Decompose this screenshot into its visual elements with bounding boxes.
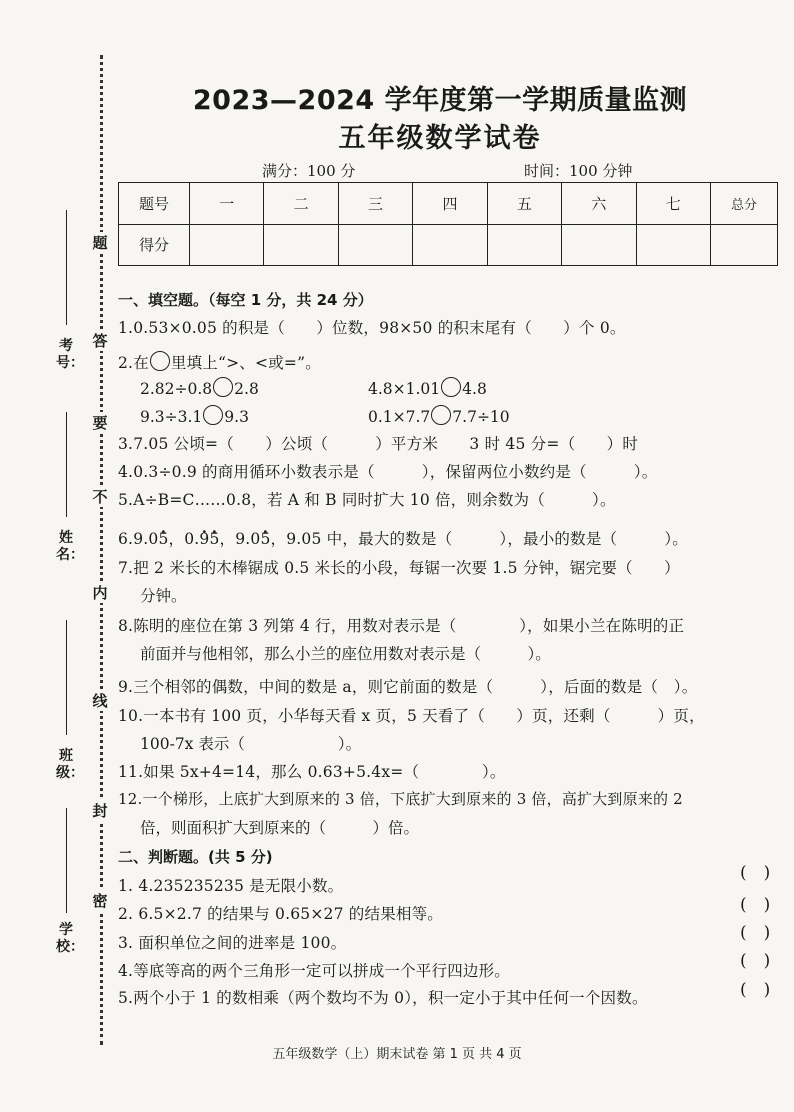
question-3: 3.7.05 公顷=（ ）公顷（ ）平方米 3 时 45 分=（ ）时 <box>118 435 639 453</box>
seal-word: 答 <box>88 330 112 351</box>
answer-paren[interactable]: ( ) <box>740 895 771 915</box>
page-footer: 五年级数学（上）期末试卷 第 1 页 共 4 页 <box>272 1047 522 1062</box>
compare-left: 9.3÷3.1 <box>140 408 203 426</box>
seal-word: 内 <box>88 582 112 603</box>
score-input-cell[interactable] <box>413 224 487 266</box>
compare-item <box>140 405 249 426</box>
question-10: 10.一本书有 100 页，小华每天看 x 页，5 天看了（ ）页，还剩（ ）页， <box>118 707 705 725</box>
compare-right: 9.3 <box>224 408 249 426</box>
score-input-cell[interactable] <box>264 224 338 266</box>
answer-paren[interactable]: ( ) <box>740 980 771 1000</box>
question-6 <box>118 527 688 549</box>
seal-word: 封 <box>88 800 112 821</box>
school-label: 学校： <box>56 922 84 955</box>
compare-left: 2.82÷0.8 <box>140 380 213 398</box>
question-9: 9.三个相邻的偶数，中间的数是 a，则它前面的数是（ ），后面的数是（ ）。 <box>118 678 698 696</box>
question-12-cont: 倍，则面积扩大到原来的（ ）倍。 <box>140 819 420 837</box>
table-cell: 题号 <box>119 183 190 225</box>
question-7-cont: 分钟。 <box>140 587 187 605</box>
repeating-digit: 5 . <box>260 530 270 548</box>
school-line <box>66 808 67 913</box>
judge-item: 2. 6.5×2.7 的结果与 0.65×27 的结果相等。 <box>118 905 444 923</box>
compare-right: 7.7÷10 <box>452 408 510 426</box>
score-table <box>118 182 778 266</box>
score-input-cell[interactable] <box>338 224 412 266</box>
table-cell: 得分 <box>119 224 190 266</box>
question-6-text: ，9.0 <box>219 530 261 548</box>
question-8-cont: 前面并与他相邻，那么小兰的座位用数对表示是（ ）。 <box>140 645 551 663</box>
table-cell: 五 <box>487 183 561 225</box>
score-input-cell[interactable] <box>487 224 561 266</box>
compare-left: 4.8×1.01 <box>368 380 441 398</box>
question-6-text: ，9.05 中，最大的数是（ ），最小的数是（ ）。 <box>270 530 688 548</box>
seal-word: 要 <box>88 412 112 433</box>
circle-icon[interactable] <box>431 405 451 425</box>
question-6-text: ，0. <box>168 530 200 548</box>
seal-word: 题 <box>88 232 112 253</box>
judge-item: 3. 面积单位之间的进率是 100。 <box>118 934 347 952</box>
compare-item <box>140 377 259 398</box>
compare-item <box>368 405 510 426</box>
judge-item: 5.两个小于 1 的数相乘（两个数均不为 0），积一定小于其中任何一个因数。 <box>118 989 648 1007</box>
table-cell: 三 <box>338 183 412 225</box>
exam-number-line <box>66 210 67 325</box>
table-cell: 二 <box>264 183 338 225</box>
question-2 <box>118 351 321 373</box>
question-10-cont: 100-7x 表示（ ）。 <box>140 735 362 753</box>
name-label: 姓名： <box>56 530 84 563</box>
circle-icon <box>150 351 170 371</box>
question-7: 7.把 2 米长的木棒锯成 0.5 米长的小段，每锯一次要 1.5 分钟，锯完要（ ） <box>118 559 680 577</box>
table-cell: 一 <box>190 183 264 225</box>
answer-paren[interactable]: ( ) <box>740 923 771 943</box>
question-12: 12.一个梯形，上底扩大到原来的 3 倍，下底扩大到原来的 3 倍，高扩大到原来的 2 <box>118 790 683 808</box>
section-heading: 二、判断题。(共 5 分) <box>118 848 273 866</box>
answer-paren[interactable]: ( ) <box>740 863 771 883</box>
exam-time: 时间：100 分钟 <box>524 162 633 180</box>
score-table-score-row <box>119 224 778 266</box>
exam-title: 2023—2024 学年度第一学期质量监测 <box>192 85 688 116</box>
seal-word: 密 <box>88 890 112 911</box>
score-input-cell[interactable] <box>190 224 264 266</box>
score-input-cell[interactable] <box>562 224 636 266</box>
compare-item <box>368 377 487 398</box>
compare-right: 2.8 <box>234 380 259 398</box>
seal-word: 线 <box>88 690 112 711</box>
question-2-text-b: 里填上“>、<或=”。 <box>170 354 321 372</box>
compare-left: 0.1×7.7 <box>368 408 431 426</box>
question-6-text: 6.9.0 <box>118 530 159 548</box>
exam-number-label: 考号： <box>56 338 84 371</box>
score-table-header-row <box>119 183 778 225</box>
class-label: 班级： <box>56 748 84 781</box>
question-1: 1.0.53×0.05 的积是（ ）位数，98×50 的积末尾有（ ）个 0。 <box>118 319 626 337</box>
table-cell: 七 <box>636 183 710 225</box>
repeating-digit: 5 . <box>209 530 219 548</box>
seal-word: 不 <box>88 486 112 507</box>
circle-icon[interactable] <box>441 377 461 397</box>
question-11: 11.如果 5x+4=14，那么 0.63+5.4x=（ ）。 <box>118 763 506 781</box>
question-2-text-a: 2.在 <box>118 354 149 372</box>
repeating-digit: 5 . <box>158 530 168 548</box>
name-line <box>66 412 67 517</box>
circle-icon[interactable] <box>213 377 233 397</box>
score-input-cell[interactable] <box>636 224 710 266</box>
full-score: 满分：100 分 <box>262 162 356 180</box>
table-cell: 六 <box>562 183 636 225</box>
score-input-cell[interactable] <box>711 224 778 266</box>
question-8: 8.陈明的座位在第 3 列第 4 行，用数对表示是（ ），如果小兰在陈明的正 <box>118 617 685 635</box>
judge-item: 4.等底等高的两个三角形一定可以拼成一个平行四边形。 <box>118 962 510 980</box>
answer-paren[interactable]: ( ) <box>740 951 771 971</box>
binding-strip <box>0 0 110 1112</box>
class-line <box>66 620 67 735</box>
judge-item: 1. 4.235235235 是无限小数。 <box>118 877 344 895</box>
exam-subtitle: 五年级数学试卷 <box>338 123 542 154</box>
circle-icon[interactable] <box>203 405 223 425</box>
compare-right: 4.8 <box>462 380 487 398</box>
question-4: 4.0.3÷0.9 的商用循环小数表示是（ ），保留两位小数约是（ ）。 <box>118 463 658 481</box>
repeating-digit: 9 . <box>199 530 209 548</box>
question-5: 5.A÷B=C……0.8，若 A 和 B 同时扩大 10 倍，则余数为（ ）。 <box>118 491 616 509</box>
table-cell: 总分 <box>711 183 778 225</box>
table-cell: 四 <box>413 183 487 225</box>
section-heading: 一、填空题。（每空 1 分，共 24 分） <box>118 291 373 309</box>
